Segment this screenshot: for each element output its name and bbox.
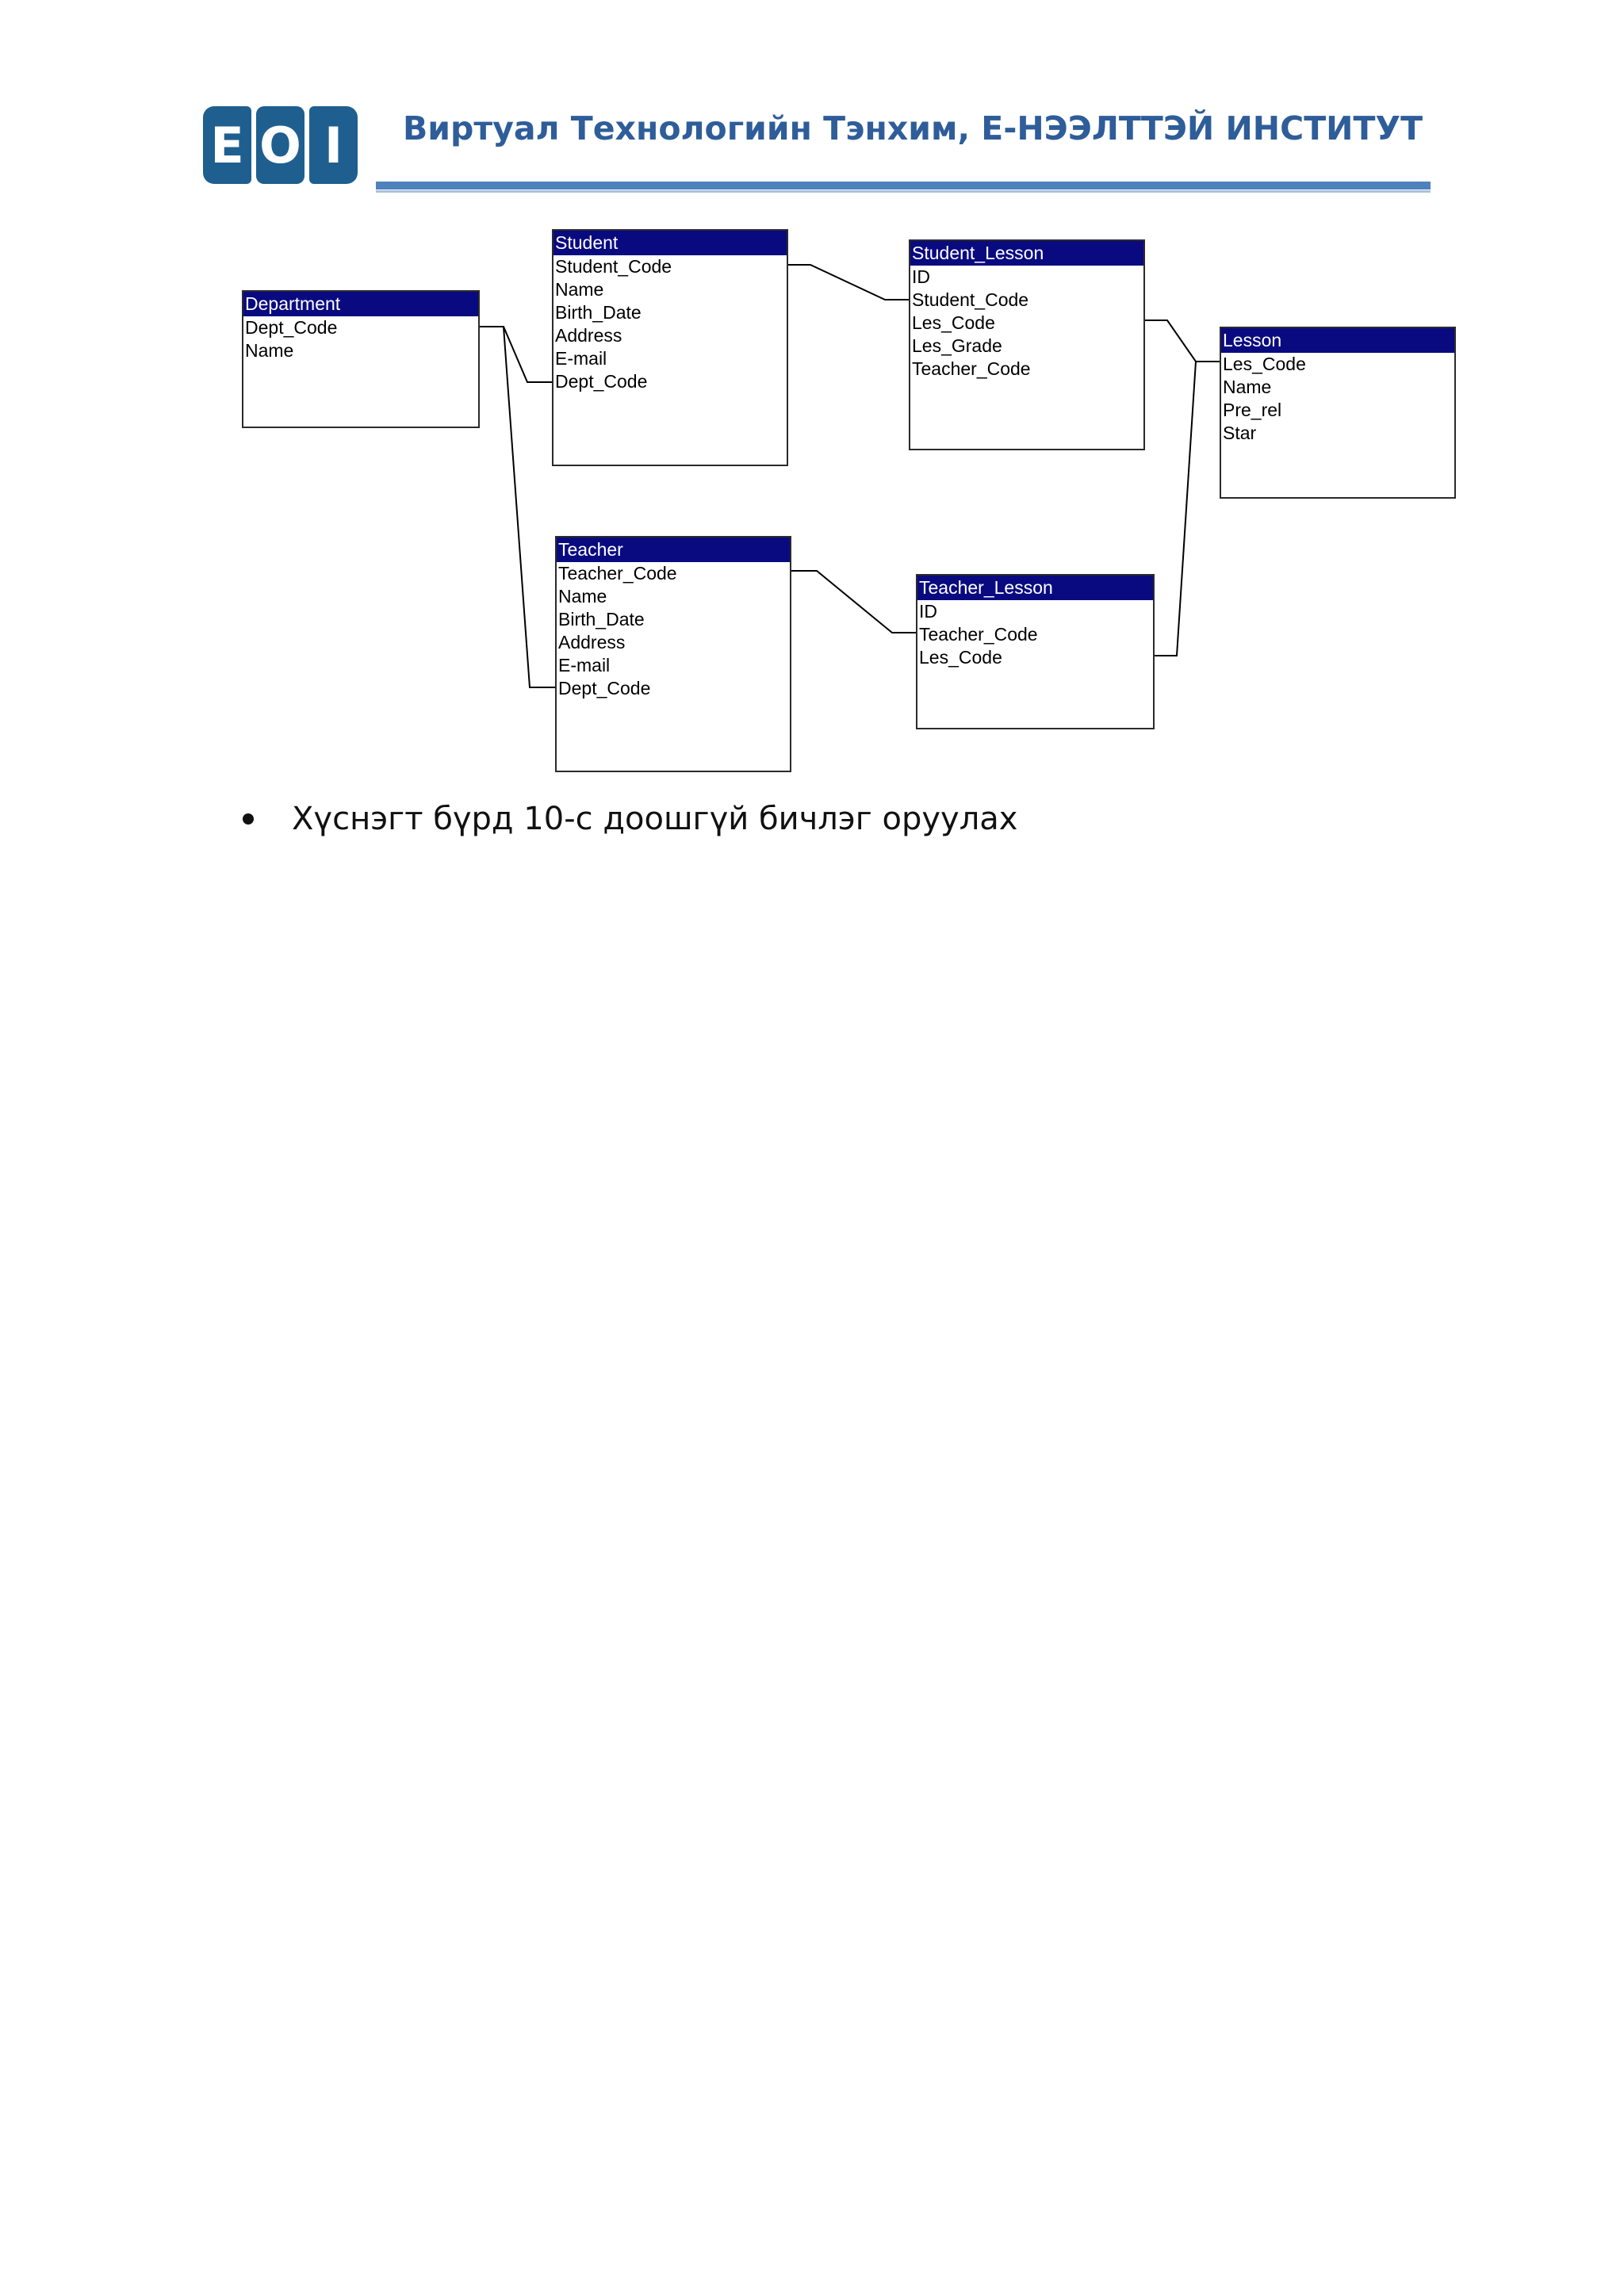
- field-dept-code: Dept_Code: [558, 678, 651, 698]
- er-diagram: [0, 0, 1624, 793]
- relation-department-teacher: [504, 327, 555, 687]
- field-teacher-code: Teacher_Code: [919, 624, 1038, 645]
- field-name: Name: [245, 340, 294, 361]
- field-student-code: Student_Code: [555, 256, 672, 277]
- field-pre-rel: Pre_rel: [1223, 400, 1282, 420]
- field-address: Address: [555, 325, 622, 346]
- table-teacher-lesson[interactable]: [916, 574, 1155, 729]
- field-birth-date: Birth_Date: [555, 302, 642, 323]
- field-email: E-mail: [558, 655, 611, 675]
- field-star: Star: [1223, 423, 1257, 443]
- field-dept-code: Dept_Code: [555, 371, 648, 392]
- field-teacher-code: Teacher_Code: [558, 563, 677, 584]
- table-title: Teacher: [557, 538, 790, 562]
- table-title: Department: [243, 292, 478, 316]
- field-birth-date: Birth_Date: [558, 609, 645, 629]
- field-teacher-code: Teacher_Code: [912, 358, 1031, 379]
- table-student-lesson[interactable]: [909, 239, 1145, 450]
- relation-department-student: [480, 327, 552, 382]
- header-title: Виртуал Технологийн Тэнхим, Е-НЭЭЛТТЭЙ ИНСТИТУТ: [403, 109, 1423, 147]
- table-department[interactable]: [242, 290, 480, 428]
- field-name: Name: [558, 586, 607, 607]
- field-les-code: Les_Code: [919, 647, 1002, 668]
- field-dept-code: Dept_Code: [245, 317, 338, 338]
- field-les-code: Les_Code: [912, 312, 995, 333]
- table-title: Student_Lesson: [910, 241, 1143, 266]
- table-title: Student: [553, 231, 787, 255]
- field-les-code: Les_Code: [1223, 354, 1306, 374]
- table-student[interactable]: [552, 229, 788, 466]
- relation-student-student-lesson: [788, 265, 909, 300]
- table-teacher[interactable]: [555, 536, 791, 772]
- relation-teacher-lesson-lesson: [1155, 362, 1196, 656]
- table-title: Lesson: [1221, 328, 1454, 353]
- logo-letter-i: I: [309, 106, 358, 184]
- field-id: ID: [919, 601, 937, 622]
- table-title: Teacher_Lesson: [917, 576, 1153, 600]
- bullet-icon: [243, 813, 254, 825]
- relation-student-lesson-lesson: [1145, 320, 1220, 362]
- field-name: Name: [555, 279, 604, 300]
- field-id: ID: [912, 266, 930, 287]
- field-name: Name: [1223, 377, 1272, 397]
- bullet-list-item: [243, 801, 1017, 837]
- table-lesson[interactable]: [1220, 327, 1456, 499]
- logo-letter-o: O: [256, 106, 304, 184]
- logo-letter-e: E: [203, 106, 251, 184]
- field-student-code: Student_Code: [912, 289, 1029, 310]
- field-email: E-mail: [555, 348, 607, 369]
- field-les-grade: Les_Grade: [912, 335, 1002, 356]
- field-address: Address: [558, 632, 626, 652]
- relation-teacher-teacher-lesson: [791, 571, 916, 633]
- bullet-text: Хүснэгт бүрд 10-с доошгүй бичлэг оруулах: [292, 801, 1018, 837]
